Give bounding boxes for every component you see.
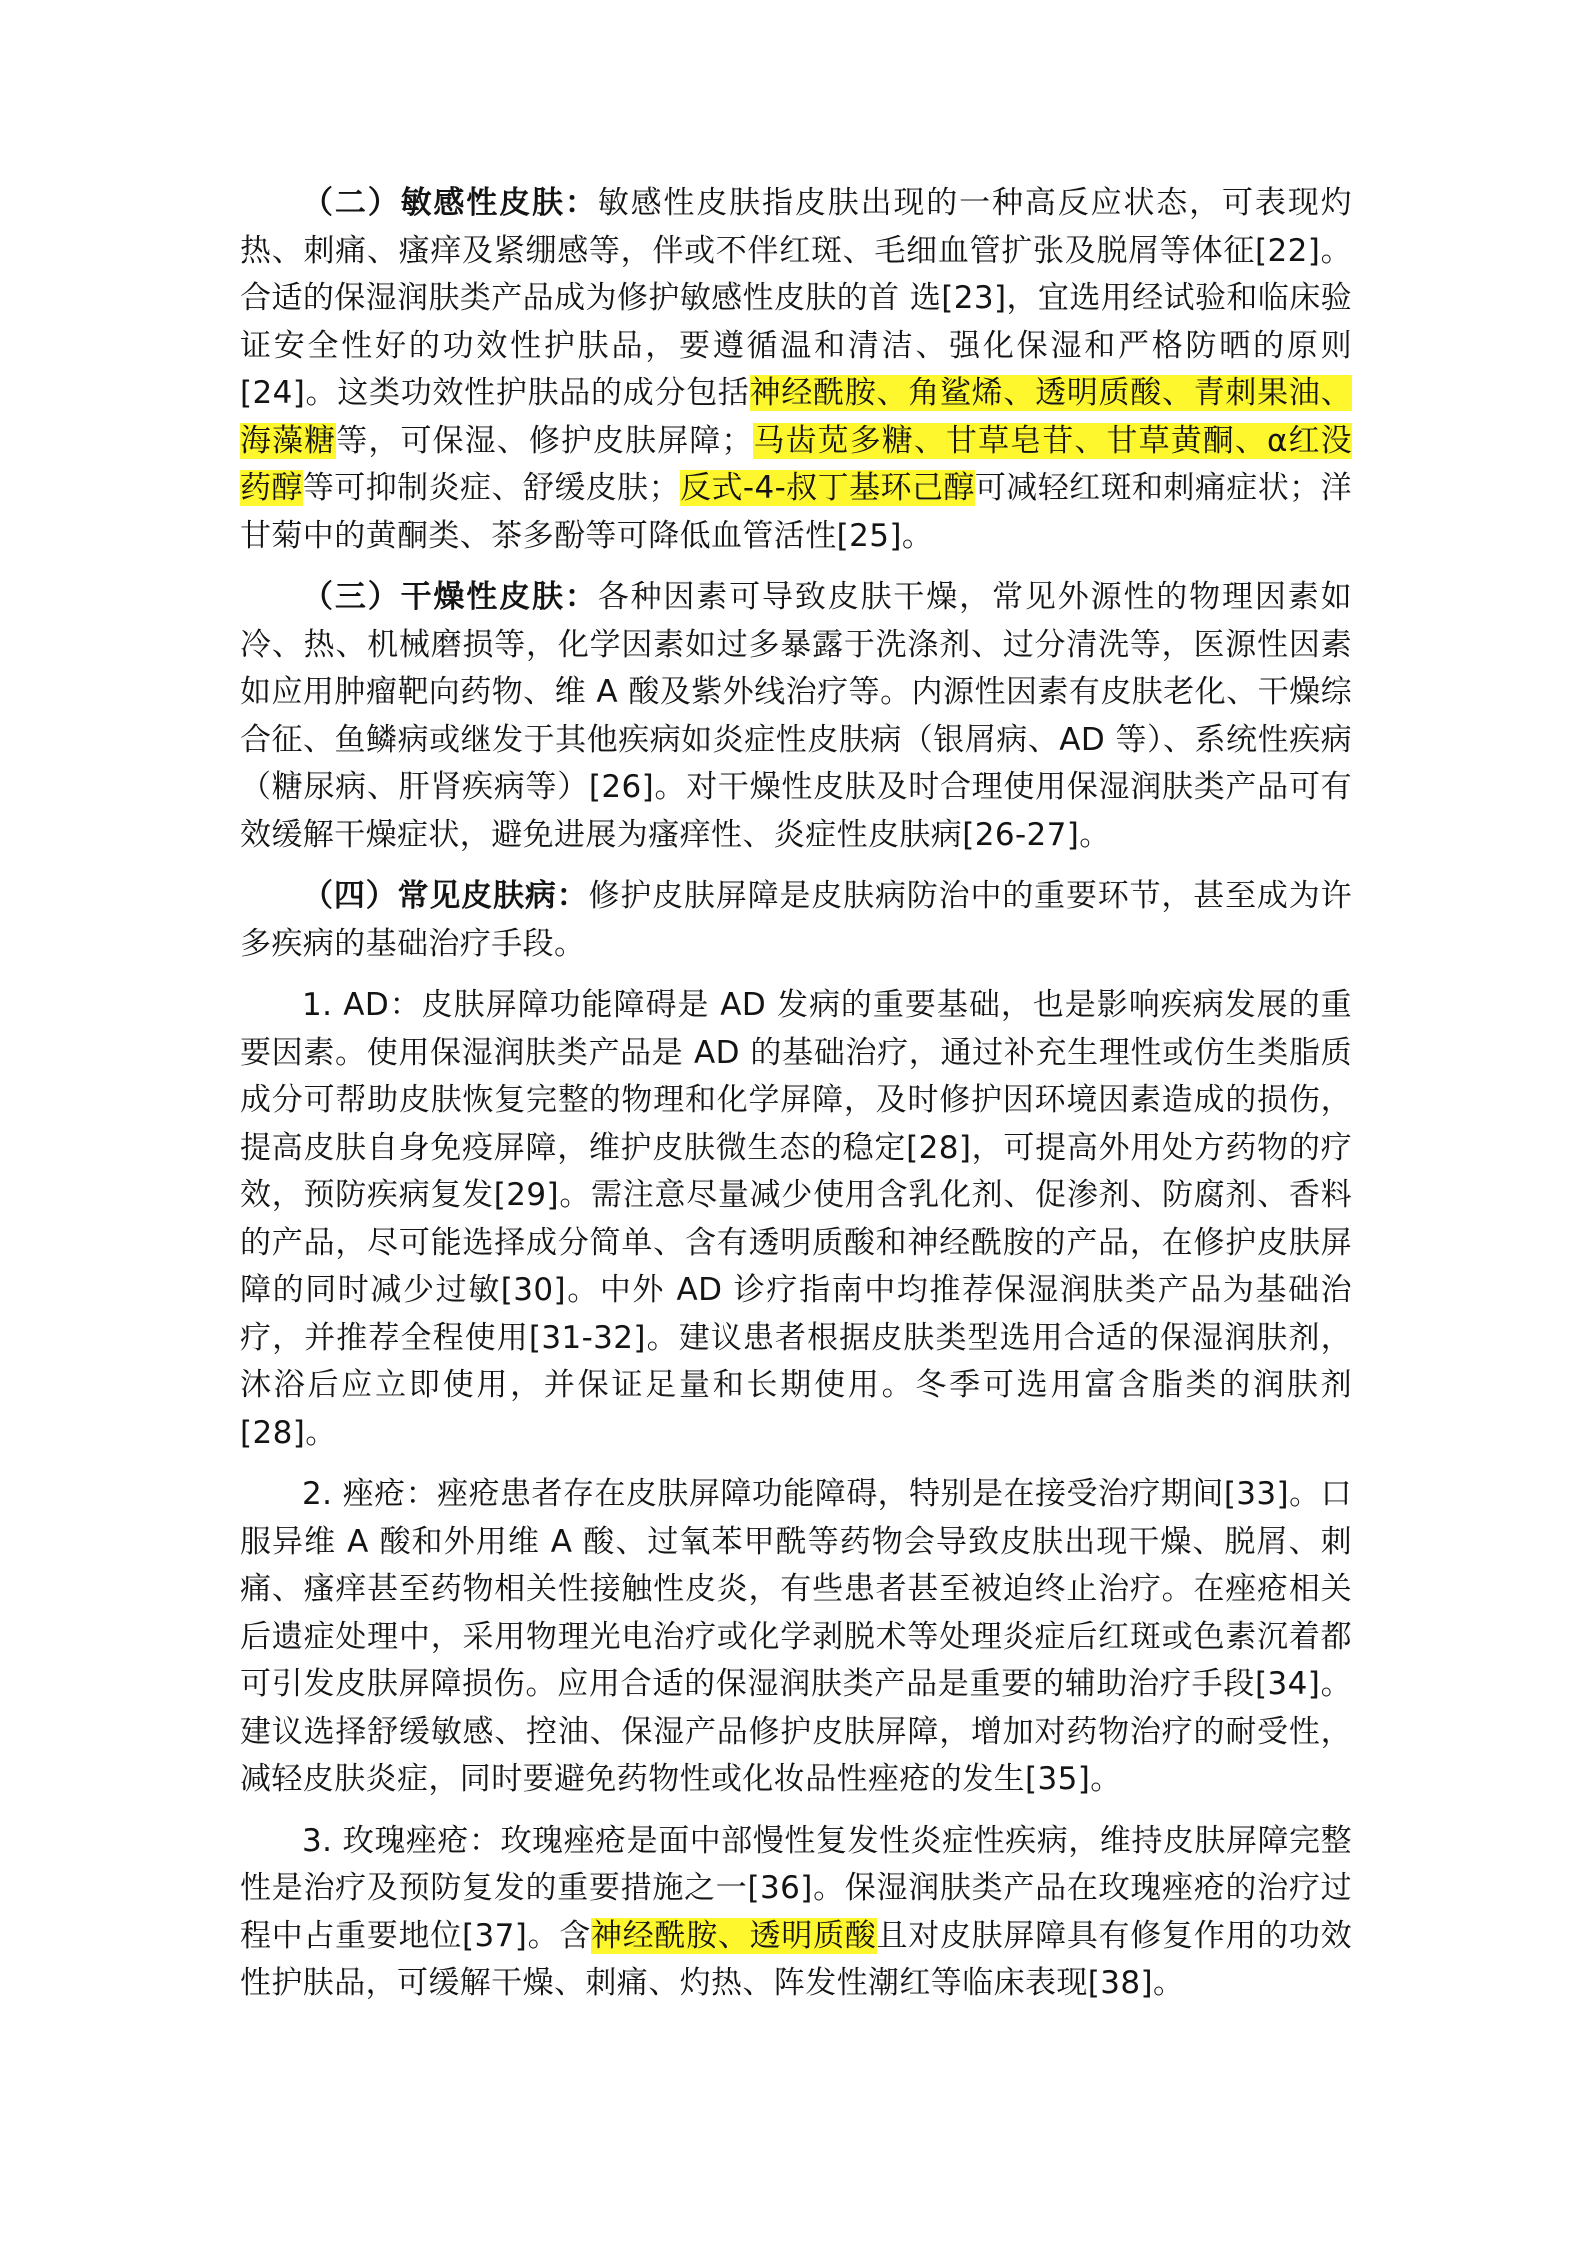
paragraph-dry-skin <box>240 574 1352 859</box>
paragraph-common-diseases <box>240 873 1352 968</box>
paragraph-ad <box>240 982 1352 1457</box>
text-run: 且对皮肤屏障具有修复作用的功效性护肤品，可缓解干燥、刺痛、灼热、阵发性潮红等临床表现[38]。 <box>240 1917 1352 2001</box>
text-run: 敏感性皮肤指皮肤出现的一种高反应状态，可表现灼热、刺痛、瘙痒及紧绷感等，伴或不伴红斑、毛细血管扩张及脱屑等体征[22]。合适的保湿润肤类产品成为修护敏感性皮肤的首 选[23]，宜选用经试验和临床验证安全性好的功效性护肤品，要遵循温和清洁、强化保湿和严格防晒的原则[24]。这类功效性护肤品的成分包括 <box>240 185 1352 411</box>
paragraph-rosacea <box>240 1818 1352 2008</box>
paragraph-acne <box>240 1471 1352 1804</box>
text-run: 等可抑制炎症、舒缓皮肤； <box>302 470 681 506</box>
text-run: 可减轻红斑和刺痛症状；洋甘菊中的黄酮类、茶多酚等可降低血管活性[25]。 <box>240 470 1352 554</box>
text-run: 修护皮肤屏障是皮肤病防治中的重要环节，甚至成为许多疾病的基础治疗手段。 <box>240 878 1352 962</box>
text-run: 各种因素可导致皮肤干燥，常见外源性的物理因素如冷、热、机械磨损等，化学因素如过多暴露于洗涤剂、过分清洗等，医源性因素如应用肿瘤靶向药物、维 A 酸及紫外线治疗等。内源性因素有皮肤老化、干燥综合征、鱼鳞病或继发于其他疾病如炎症性皮肤病（银屑病、AD 等）、系统性疾病（糖尿病、肝肾疾病等）[26]。对干燥性皮肤及时合理使用保湿润肤类产品可有效缓解干燥症状，避免进展为瘙痒性、炎症性皮肤病[26-27]。 <box>240 579 1352 853</box>
text-run: 等，可保湿、修护皮肤屏障； <box>336 422 753 459</box>
paragraph-heading: （二）敏感性皮肤： <box>302 185 598 221</box>
paragraph-heading: （四）常见皮肤病： <box>302 878 589 914</box>
highlighted-text: 马齿苋多糖、甘草皂苷、甘草黄酮、α红没药醇 <box>240 422 1352 506</box>
text-run: 3. 玫瑰痤疮：玫瑰痤疮是面中部慢性复发性炎症性疾病，维持皮肤屏障完整性是治疗及预防复发的重要措施之一[36]。保湿润肤类产品在玫瑰痤疮的治疗过程中占重要地位[37]。含 <box>240 1822 1352 1954</box>
highlighted-text: 反式-4-叔丁基环己醇 <box>680 470 975 506</box>
paragraph-sensitive-skin <box>240 180 1352 560</box>
document-page <box>240 180 1352 2008</box>
text-run: 1. AD：皮肤屏障功能障碍是 AD 发病的重要基础，也是影响疾病发展的重要因素。使用保湿润肤类产品是 AD 的基础治疗，通过补充生理性或仿生类脂质成分可帮助皮肤恢复完整的物理和化学屏障，及时修护因环境因素造成的损伤，提高皮肤自身免疫屏障，维护皮肤微生态的稳定[28]，可提高外用处方药物的疗效，预防疾病复发[29]。需注意尽量减少使用含乳化剂、促渗剂、防腐剂、香料的产品，尽可能选择成分简单、含有透明质酸和神经酰胺的产品，在修护皮肤屏障的同时减少过敏[30]。中外 AD 诊疗指南中均推荐保湿润肤类产品为基础治疗，并推荐全程使用[31-32]。建议患者根据皮肤类型选用合适的保湿润肤剂，沐浴后应立即使用，并保证足量和长期使用。冬季可选用富含脂类的润肤剂[28]。 <box>240 987 1352 1451</box>
text-run: 2. 痤疮：痤疮患者存在皮肤屏障功能障碍，特别是在接受治疗期间[33]。口服异维 A 酸和外用维 A 酸、过氧苯甲酰等药物会导致皮肤出现干燥、脱屑、刺痛、瘙痒甚至药物相关性接触性皮炎，有些患者甚至被迫终止治疗。在痤疮相关后遗症处理中，采用物理光电治疗或化学剥脱术等处理炎症后红斑或色素沉着都可引发皮肤屏障损伤。应用合适的保湿润肤类产品是重要的辅助治疗手段[34]。建议选择舒缓敏感、控油、保湿产品修护皮肤屏障，增加对药物治疗的耐受性，减轻皮肤炎症，同时要避免药物性或化妆品性痤疮的发生[35]。 <box>240 1476 1352 1797</box>
highlighted-text: 神经酰胺、透明质酸 <box>591 1917 877 1954</box>
paragraph-heading: （三）干燥性皮肤： <box>302 579 598 615</box>
highlighted-text: 神经酰胺、角鲨烯、透明质酸、青刺果油、海藻糖 <box>240 375 1352 459</box>
